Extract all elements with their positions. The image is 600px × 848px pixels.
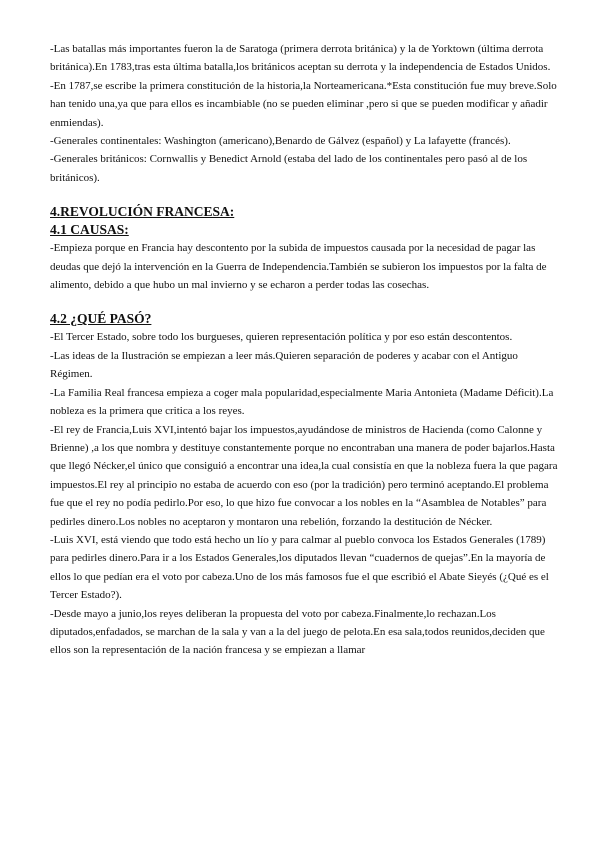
paragraph-estados-generales: -Luis XVI, está viendo que todo está hecho un lío y para calmar al pueblo convoca los Estados Generales (1789) para pedirles dinero.Para ir a los Estados Generales,los diputados llevan “cuadernos de quejas”.En la mayoría de ellos lo que pedían era el voto por cabeza.Uno de los más famosos fue el que escribió el Abate Sieyés (¿Qué es el Tercer Estado?). <box>50 533 549 602</box>
paragraph-ilustracion: -Las ideas de la Ilustración se empiezan a leer más.Quieren separación de poderes y acabar con el Antiguo Régimen. <box>50 349 518 381</box>
document-page <box>50 40 560 660</box>
paragraph-constitucion: -En 1787,se escribe la primera constitución de la historia,la Norteamericana.*Esta constitución fue muy breve.Solo han tenido una,ya que para ellos es incambiable (no se pueden eliminar ,pero si que se pueden modificar y añadir enmiendas). <box>50 79 557 129</box>
spacer <box>50 187 560 203</box>
paragraph-generales-continentales: -Generales continentales: Washington (americano),Benardo de Gálvez (español) y La lafayette (francés). <box>50 135 511 148</box>
paragraph-familia-real: -La Familia Real francesa empieza a coger mala popularidad,especialmente Maria Antonieta (Madame Déficit).La nobleza es la primera que critica a los reyes. <box>50 386 554 418</box>
paragraph-causas: -Empieza porque en Francia hay descontento por la subida de impuestos causada por la necesidad de pagar las deudas que dejó la intervención en la Guerra de Independencia.También se subieron los impuestos por la falta de alimento, debido a que hubo un mal invierno y se echaron a perder todas las cosechas. <box>50 242 547 292</box>
section-title-revolucion-francesa: 4.REVOLUCIÓN FRANCESA: <box>50 204 235 220</box>
paragraph-luis-xvi-impuestos: -El rey de Francia,Luis XVI,intentó bajar los impuestos,ayudándose de ministros de Hacienda (como Calonne y Brienne) ,a los que nombra y destituye constantemente porque no encontraban una manera de poder bajarlos.Hasta que llegó Nécker,el único que consiguió a encontrar una idea,la cual consistía en que la nobleza fuera la que pagara impuestos.El rey al principio no estaba de acuerdo con eso (por la tradición) pero terminó aceptando.El problema fue que el rey no podía pedirlo.Por eso, lo que hizo fue convocar a los nobles en la “Asamblea de Notables” para pedirles dinero.Los nobles no aceptaron y montaron una rebelión, forzando la destitución de Nécker. <box>50 423 558 528</box>
paragraph-generales-britanicos: -Generales británicos: Cornwallis y Benedict Arnold (estaba del lado de los continentales pero pasó al de los británicos). <box>50 153 528 184</box>
subsection-title-que-paso: 4.2 ¿QUÉ PASÓ? <box>50 311 152 327</box>
paragraph-batallas: -Las batallas más importantes fueron la de Saratoga (primera derrota británica) y la de Yorktown (última derrota británica).En 1783,tras esta última batalla,los británicos aceptan su derrota y la independencia de Estados Unidos. <box>50 43 551 74</box>
spacer <box>50 294 560 310</box>
paragraph-tercer-estado: -El Tercer Estado, sobre todo los burgueses, quieren representación política y por eso están descontentos. <box>50 331 513 344</box>
paragraph-juego-de-pelota: -Desde mayo a junio,los reyes deliberan la propuesta del voto por cabeza.Finalmente,lo rechazan.Los diputados,enfadados, se marchan de la sala y van a la del juego de pelota.En esa sala,todos reunidos,deciden que ellos son la representación de la nación francesa y se empiezan a llamar <box>50 607 545 657</box>
subsection-title-causas: 4.1 CAUSAS: <box>50 222 129 238</box>
